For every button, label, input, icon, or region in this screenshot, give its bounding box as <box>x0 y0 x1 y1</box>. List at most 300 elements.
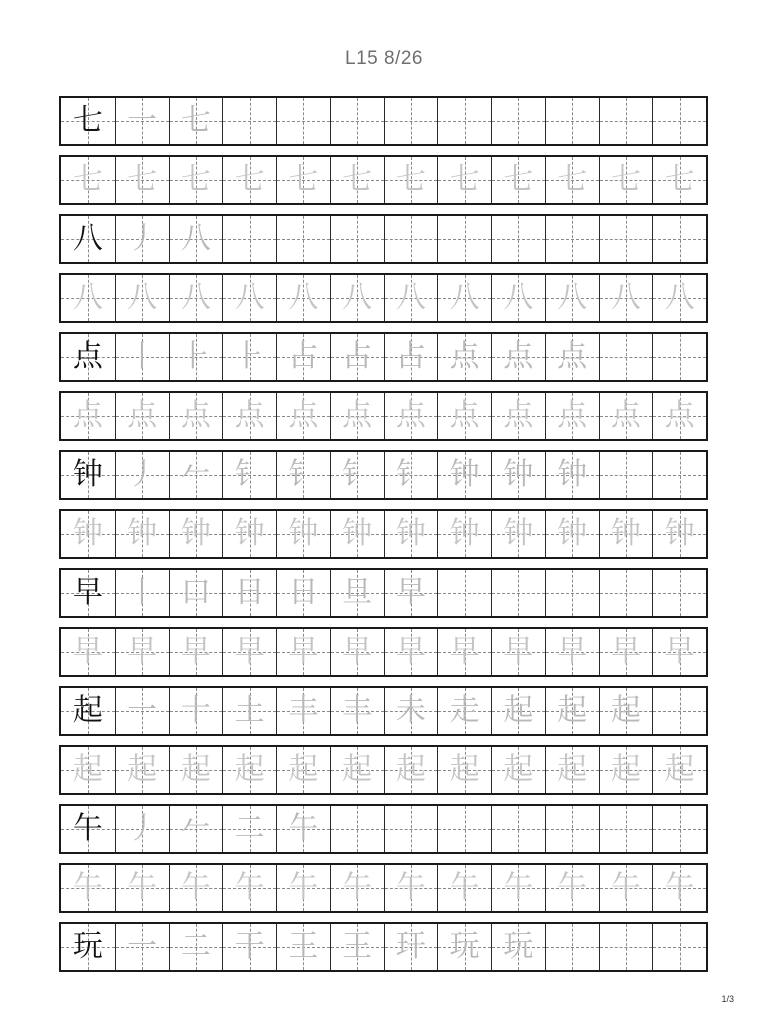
tracing-character: 钟 <box>180 516 211 551</box>
practice-cell <box>169 688 223 734</box>
worksheet-title: L15 8/26 <box>345 48 423 69</box>
stroke-step-character: 点 <box>449 339 480 374</box>
practice-cell <box>276 98 330 144</box>
practice-cell <box>169 629 223 675</box>
practice-cell <box>61 157 115 203</box>
stroke-step-character: 𠂉 <box>180 457 211 492</box>
practice-cell <box>384 747 438 793</box>
stroke-step-character: 王 <box>288 929 319 964</box>
practice-cell <box>384 275 438 321</box>
stroke-order-row <box>59 922 708 972</box>
practice-cell <box>330 924 384 970</box>
model-character: 八 <box>72 221 103 256</box>
tracing-character: 钟 <box>288 516 319 551</box>
practice-cell <box>652 98 706 144</box>
practice-cell <box>276 334 330 380</box>
practice-cell <box>545 688 599 734</box>
practice-cell <box>330 806 384 852</box>
tracing-character: 八 <box>127 280 158 315</box>
practice-cell <box>652 452 706 498</box>
tracing-character: 八 <box>610 280 641 315</box>
practice-cell <box>545 924 599 970</box>
model-character: 七 <box>72 103 103 138</box>
tracing-character: 起 <box>557 752 588 787</box>
practice-cell <box>545 275 599 321</box>
practice-cell <box>115 275 169 321</box>
tracing-character: 七 <box>449 162 480 197</box>
practice-cell <box>384 157 438 203</box>
practice-cell <box>61 511 115 557</box>
practice-cell <box>545 806 599 852</box>
practice-cell <box>222 393 276 439</box>
practice-cell <box>437 688 491 734</box>
page-number: 1/3 <box>721 994 734 1004</box>
practice-cell <box>115 570 169 616</box>
practice-cell <box>61 747 115 793</box>
tracing-character: 八 <box>72 280 103 315</box>
practice-cell <box>437 393 491 439</box>
stroke-order-row <box>59 568 708 618</box>
practice-cell <box>276 629 330 675</box>
tracing-character: 早 <box>127 634 158 669</box>
model-character: 起 <box>72 693 103 728</box>
practice-cell <box>599 98 653 144</box>
stroke-step-character: 钅 <box>288 457 319 492</box>
practice-cell <box>437 157 491 203</box>
stroke-step-character: 走 <box>449 693 480 728</box>
stroke-step-character: 𠂉 <box>180 811 211 846</box>
practice-cell <box>652 393 706 439</box>
stroke-step-character: 玕 <box>395 929 426 964</box>
practice-cell <box>61 216 115 262</box>
tracing-character: 七 <box>342 162 373 197</box>
practice-cell <box>222 452 276 498</box>
tracing-character: 八 <box>234 280 265 315</box>
tracing-character: 钟 <box>503 516 534 551</box>
practice-cell <box>169 157 223 203</box>
tracing-character: 点 <box>610 398 641 433</box>
tracing-character: 钟 <box>127 516 158 551</box>
practice-cell <box>437 511 491 557</box>
practice-cell <box>61 334 115 380</box>
stroke-step-character: 起 <box>557 693 588 728</box>
stroke-step-character: 玩 <box>503 929 534 964</box>
tracing-character: 七 <box>557 162 588 197</box>
practice-cell <box>330 452 384 498</box>
tracing-character: 早 <box>288 634 319 669</box>
practice-cell <box>437 806 491 852</box>
tracing-character: 八 <box>180 280 211 315</box>
practice-cell <box>491 747 545 793</box>
stroke-step-character: 旦 <box>342 575 373 610</box>
stroke-step-character: 起 <box>503 693 534 728</box>
practice-cell <box>384 570 438 616</box>
stroke-order-row <box>59 214 708 264</box>
practice-cell <box>437 452 491 498</box>
practice-cell <box>276 393 330 439</box>
practice-cell <box>330 865 384 911</box>
practice-cell <box>61 629 115 675</box>
practice-cell <box>61 452 115 498</box>
practice-cell <box>276 452 330 498</box>
tracing-character: 起 <box>72 752 103 787</box>
tracing-character: 起 <box>127 752 158 787</box>
practice-cell <box>115 806 169 852</box>
tracing-character: 起 <box>288 752 319 787</box>
tracing-character: 早 <box>557 634 588 669</box>
practice-cell <box>599 570 653 616</box>
practice-cell <box>491 452 545 498</box>
practice-cell <box>437 629 491 675</box>
practice-cell <box>276 511 330 557</box>
stroke-order-row <box>59 332 708 382</box>
tracing-character: 午 <box>72 870 103 905</box>
practice-cell <box>169 216 223 262</box>
practice-cell <box>652 806 706 852</box>
tracing-character: 点 <box>234 398 265 433</box>
model-character: 早 <box>72 575 103 610</box>
tracing-character: 七 <box>234 162 265 197</box>
stroke-order-row <box>59 686 708 736</box>
practice-cell <box>115 393 169 439</box>
tracing-row <box>59 863 708 913</box>
tracing-character: 七 <box>503 162 534 197</box>
practice-cell <box>491 806 545 852</box>
stroke-step-character: 钟 <box>449 457 480 492</box>
practice-cell <box>652 570 706 616</box>
tracing-character: 钟 <box>72 516 103 551</box>
stroke-step-character: 一 <box>127 929 158 964</box>
practice-cell <box>545 334 599 380</box>
stroke-step-character: 点 <box>503 339 534 374</box>
practice-cell <box>491 865 545 911</box>
tracing-character: 钟 <box>234 516 265 551</box>
practice-cell <box>599 747 653 793</box>
practice-cell <box>491 393 545 439</box>
practice-cell <box>491 924 545 970</box>
tracing-character: 午 <box>557 870 588 905</box>
practice-cell <box>384 334 438 380</box>
practice-cell <box>222 629 276 675</box>
tracing-character: 早 <box>664 634 695 669</box>
practice-cell <box>545 629 599 675</box>
stroke-step-character: 二 <box>180 929 211 964</box>
tracing-character: 午 <box>234 870 265 905</box>
practice-cell <box>545 511 599 557</box>
tracing-character: 七 <box>664 162 695 197</box>
practice-cell <box>276 275 330 321</box>
practice-cell <box>652 924 706 970</box>
practice-cell <box>491 98 545 144</box>
stroke-step-character: 土 <box>234 693 265 728</box>
practice-cell <box>115 452 169 498</box>
practice-cell <box>599 629 653 675</box>
practice-cell <box>222 98 276 144</box>
tracing-row <box>59 273 708 323</box>
tracing-character: 起 <box>610 752 641 787</box>
tracing-character: 八 <box>449 280 480 315</box>
stroke-step-character: 干 <box>234 929 265 964</box>
practice-cell <box>169 570 223 616</box>
practice-cell <box>437 747 491 793</box>
practice-cell <box>115 98 169 144</box>
stroke-step-character: 丨 <box>127 339 158 374</box>
tracing-character: 点 <box>127 398 158 433</box>
practice-cell <box>491 216 545 262</box>
practice-cell <box>330 98 384 144</box>
stroke-step-character: 十 <box>180 693 211 728</box>
practice-cell <box>330 216 384 262</box>
stroke-order-row <box>59 96 708 146</box>
practice-cell <box>437 275 491 321</box>
practice-cell <box>384 452 438 498</box>
practice-cell <box>437 570 491 616</box>
practice-cell <box>61 688 115 734</box>
practice-cell <box>222 747 276 793</box>
practice-cell <box>222 334 276 380</box>
tracing-character: 八 <box>503 280 534 315</box>
stroke-step-character: 一 <box>127 693 158 728</box>
practice-cell <box>222 511 276 557</box>
tracing-character: 八 <box>395 280 426 315</box>
stroke-step-character: 八 <box>180 221 211 256</box>
practice-cell <box>169 275 223 321</box>
tracing-character: 钟 <box>610 516 641 551</box>
practice-cell <box>330 688 384 734</box>
practice-cell <box>652 216 706 262</box>
tracing-character: 起 <box>449 752 480 787</box>
tracing-character: 午 <box>180 870 211 905</box>
model-character: 点 <box>72 339 103 374</box>
tracing-character: 午 <box>395 870 426 905</box>
stroke-step-character: 王 <box>342 929 373 964</box>
stroke-step-character: 未 <box>395 693 426 728</box>
tracing-character: 钟 <box>449 516 480 551</box>
practice-cell <box>169 747 223 793</box>
practice-cell <box>652 688 706 734</box>
practice-cell <box>545 570 599 616</box>
practice-cell <box>384 865 438 911</box>
practice-cell <box>652 511 706 557</box>
tracing-character: 点 <box>72 398 103 433</box>
practice-cell <box>169 511 223 557</box>
tracing-character: 点 <box>664 398 695 433</box>
tracing-character: 八 <box>288 280 319 315</box>
practice-cell <box>61 98 115 144</box>
practice-cell <box>276 570 330 616</box>
practice-cell <box>169 924 223 970</box>
practice-cell <box>384 924 438 970</box>
practice-cell <box>491 629 545 675</box>
tracing-character: 钟 <box>557 516 588 551</box>
practice-cell <box>330 275 384 321</box>
tracing-row <box>59 745 708 795</box>
stroke-step-character: 日 <box>234 575 265 610</box>
practice-cell <box>545 747 599 793</box>
practice-cell <box>115 924 169 970</box>
practice-cell <box>276 806 330 852</box>
model-character: 钟 <box>72 457 103 492</box>
tracing-character: 点 <box>395 398 426 433</box>
tracing-character: 起 <box>395 752 426 787</box>
tracing-character: 早 <box>610 634 641 669</box>
tracing-character: 早 <box>503 634 534 669</box>
tracing-character: 起 <box>342 752 373 787</box>
practice-cell <box>599 452 653 498</box>
practice-cell <box>276 688 330 734</box>
tracing-character: 钟 <box>342 516 373 551</box>
practice-cell <box>599 688 653 734</box>
tracing-character: 午 <box>288 870 319 905</box>
stroke-step-character: 二 <box>234 811 265 846</box>
practice-cell <box>330 511 384 557</box>
stroke-step-character: 丿 <box>127 811 158 846</box>
practice-cell <box>437 865 491 911</box>
practice-cell <box>652 629 706 675</box>
practice-cell <box>599 924 653 970</box>
practice-cell <box>437 216 491 262</box>
tracing-character: 早 <box>180 634 211 669</box>
tracing-row <box>59 155 708 205</box>
practice-cell <box>652 334 706 380</box>
tracing-character: 七 <box>288 162 319 197</box>
practice-cell <box>169 98 223 144</box>
tracing-character: 午 <box>503 870 534 905</box>
stroke-step-character: 日 <box>288 575 319 610</box>
stroke-order-row <box>59 804 708 854</box>
practice-cell <box>276 216 330 262</box>
practice-cell <box>599 511 653 557</box>
practice-cell <box>169 334 223 380</box>
model-character: 午 <box>72 811 103 846</box>
practice-cell <box>491 570 545 616</box>
practice-cell <box>545 157 599 203</box>
practice-grid <box>59 96 708 981</box>
tracing-character: 起 <box>234 752 265 787</box>
stroke-step-character: ⺊ <box>234 339 265 374</box>
practice-cell <box>222 806 276 852</box>
practice-cell <box>545 393 599 439</box>
stroke-step-character: 七 <box>180 103 211 138</box>
tracing-character: 起 <box>503 752 534 787</box>
stroke-step-character: 钟 <box>557 457 588 492</box>
practice-cell <box>652 865 706 911</box>
practice-cell <box>222 157 276 203</box>
practice-cell <box>437 334 491 380</box>
practice-cell <box>169 452 223 498</box>
stroke-order-row <box>59 450 708 500</box>
practice-cell <box>599 865 653 911</box>
practice-cell <box>330 334 384 380</box>
tracing-character: 午 <box>610 870 641 905</box>
practice-cell <box>61 275 115 321</box>
practice-cell <box>384 393 438 439</box>
practice-cell <box>330 570 384 616</box>
practice-cell <box>61 570 115 616</box>
practice-cell <box>384 806 438 852</box>
tracing-character: 七 <box>610 162 641 197</box>
practice-cell <box>545 865 599 911</box>
tracing-character: 点 <box>557 398 588 433</box>
tracing-character: 七 <box>127 162 158 197</box>
practice-cell <box>384 98 438 144</box>
practice-cell <box>384 688 438 734</box>
practice-cell <box>491 688 545 734</box>
practice-cell <box>115 157 169 203</box>
stroke-step-character: 钅 <box>234 457 265 492</box>
practice-cell <box>545 98 599 144</box>
tracing-row <box>59 627 708 677</box>
practice-cell <box>437 924 491 970</box>
tracing-character: 早 <box>72 634 103 669</box>
practice-cell <box>545 452 599 498</box>
practice-cell <box>222 924 276 970</box>
stroke-step-character: 占 <box>288 339 319 374</box>
practice-cell <box>384 629 438 675</box>
practice-cell <box>599 216 653 262</box>
tracing-character: 午 <box>449 870 480 905</box>
stroke-step-character: ⺊ <box>180 339 211 374</box>
practice-cell <box>491 157 545 203</box>
practice-cell <box>61 393 115 439</box>
model-character: 玩 <box>72 929 103 964</box>
stroke-step-character: 丰 <box>342 693 373 728</box>
tracing-character: 钟 <box>664 516 695 551</box>
tracing-character: 起 <box>664 752 695 787</box>
stroke-step-character: 占 <box>342 339 373 374</box>
tracing-character: 早 <box>395 634 426 669</box>
practice-cell <box>491 511 545 557</box>
practice-cell <box>61 806 115 852</box>
stroke-step-character: 一 <box>127 103 158 138</box>
practice-cell <box>61 924 115 970</box>
practice-cell <box>330 629 384 675</box>
practice-cell <box>115 629 169 675</box>
stroke-step-character: 钅 <box>342 457 373 492</box>
tracing-character: 点 <box>503 398 534 433</box>
practice-cell <box>222 570 276 616</box>
tracing-character: 点 <box>288 398 319 433</box>
practice-cell <box>222 275 276 321</box>
tracing-character: 七 <box>72 162 103 197</box>
practice-cell <box>169 806 223 852</box>
tracing-character: 早 <box>234 634 265 669</box>
stroke-step-character: 玩 <box>449 929 480 964</box>
practice-cell <box>384 216 438 262</box>
tracing-character: 八 <box>664 280 695 315</box>
stroke-step-character: 丿 <box>127 457 158 492</box>
stroke-step-character: 丿 <box>127 221 158 256</box>
tracing-character: 点 <box>180 398 211 433</box>
stroke-step-character: 丨 <box>127 575 158 610</box>
tracing-row <box>59 509 708 559</box>
practice-cell <box>115 688 169 734</box>
practice-cell <box>276 157 330 203</box>
stroke-step-character: 丰 <box>288 693 319 728</box>
practice-cell <box>115 865 169 911</box>
practice-cell <box>115 511 169 557</box>
practice-cell <box>222 865 276 911</box>
tracing-character: 钟 <box>395 516 426 551</box>
tracing-character: 点 <box>449 398 480 433</box>
practice-cell <box>491 275 545 321</box>
practice-cell <box>169 865 223 911</box>
tracing-character: 起 <box>180 752 211 787</box>
tracing-character: 点 <box>342 398 373 433</box>
practice-cell <box>330 747 384 793</box>
practice-cell <box>115 216 169 262</box>
stroke-step-character: 早 <box>395 575 426 610</box>
